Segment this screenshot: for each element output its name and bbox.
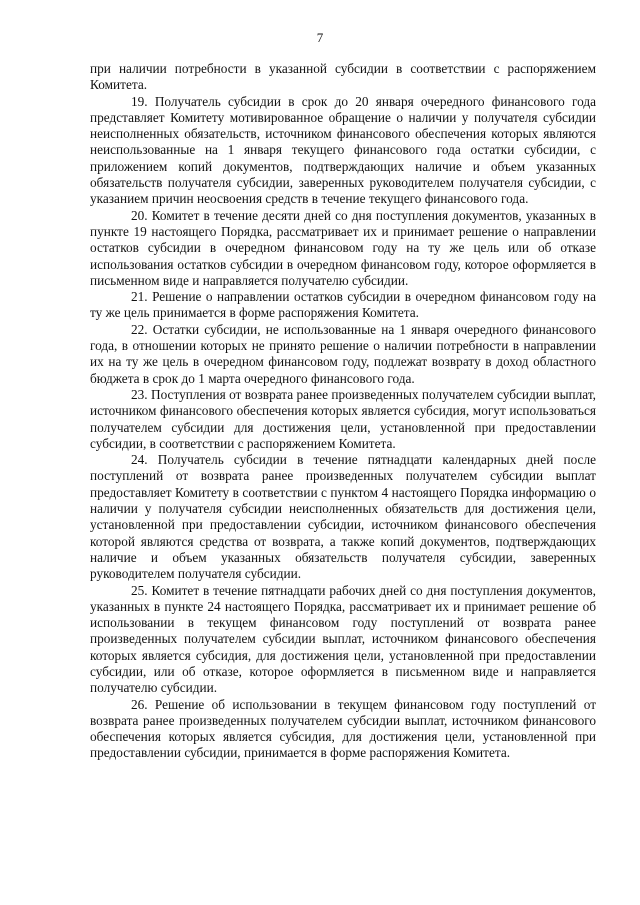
page-number: 7 [316, 30, 324, 45]
paragraph-23: 23. Поступления от возврата ранее произведенных получателем субсидии выплат, источником финансового обеспечения которых является субсидия, могут использоваться получателем субсидии для достижения цели, установленной при предоставлении субсидии, в соответствии с распоряжением Комитета. [90, 386, 596, 451]
paragraph-continuation: при наличии потребности в указанной субсидии в соответствии с распоряжением Комитета. [90, 61, 596, 93]
paragraph-20: 20. Комитет в течение десяти дней со дня поступления документов, указанных в пункте 19 настоящего Порядка, рассматривает их и принимает решение о направлении остатков субсидии в очередном финансовом году на ту же цель или об отказе использования остатков субсидии в очередном финансовом году, которое оформляется в письменном виде и направляется получателю субсидии. [90, 207, 596, 288]
paragraph-24: 24. Получатель субсидии в течение пятнадцати календарных дней после поступлений от возврата ранее произведенных получателем субсидии выплат предоставляет Комитету в соответствии с пунктом 4 настоящего Порядка информацию о наличии у получателя субсидии неисполненных обязательств для достижения цели, установленной при предоставлении субсидии, источником финансового обеспечения которой являются средства от возврата, а также копий документов, подтверждающих наличие и объем указанных обязательств получателя субсидии, заверенных руководителем получателя субсидии. [90, 452, 596, 582]
paragraph-25: 25. Комитет в течение пятнадцати рабочих дней со дня поступления документов, указанных в пункте 24 настоящего Порядка, рассматривает их и принимает решение об использовании в текущем финансовом году поступлений от возврата ранее произведенных получателем субсидии выплат, источником финансового обеспечения которых является субсидия, для достижения цели, установленной при предоставлении субсидии, или об отказе, которое оформляется в письменном виде и направляется получателю субсидии. [90, 582, 596, 696]
paragraph-19: 19. Получатель субсидии в срок до 20 января очередного финансового года представляет Комитету мотивированное обращение о наличии у получателя субсидии неисполненных обязательств, источником финансового обеспечения которых являются неиспользованные на 1 января текущего финансового года остатки субсидии, с приложением копий документов, подтверждающих наличие и объем указанных обязательств получателя субсидии, заверенных руководителем получателя субсидии, с указанием причин неосвоения средств в течение текущего финансового года. [90, 93, 596, 207]
paragraph-26: 26. Решение об использовании в текущем финансовом году поступлений от возврата ранее произведенных получателем субсидии выплат, источником финансового обеспечения которых является субсидия, для достижения цели, установленной при предоставлении субсидии, принимается в форме распоряжения Комитета. [90, 696, 596, 761]
document-body [90, 61, 596, 762]
paragraph-21: 21. Решение о направлении остатков субсидии в очередном финансовом году на ту же цель принимается в форме распоряжения Комитета. [90, 289, 596, 321]
paragraph-22: 22. Остатки субсидии, не использованные на 1 января очередного финансового года, в отношении которых не принято решение о наличии потребности в направлении их на ту же цель в очередном финансовом году, подлежат возврату в доход областного бюджета в срок до 1 марта очередного финансового года. [90, 321, 596, 386]
